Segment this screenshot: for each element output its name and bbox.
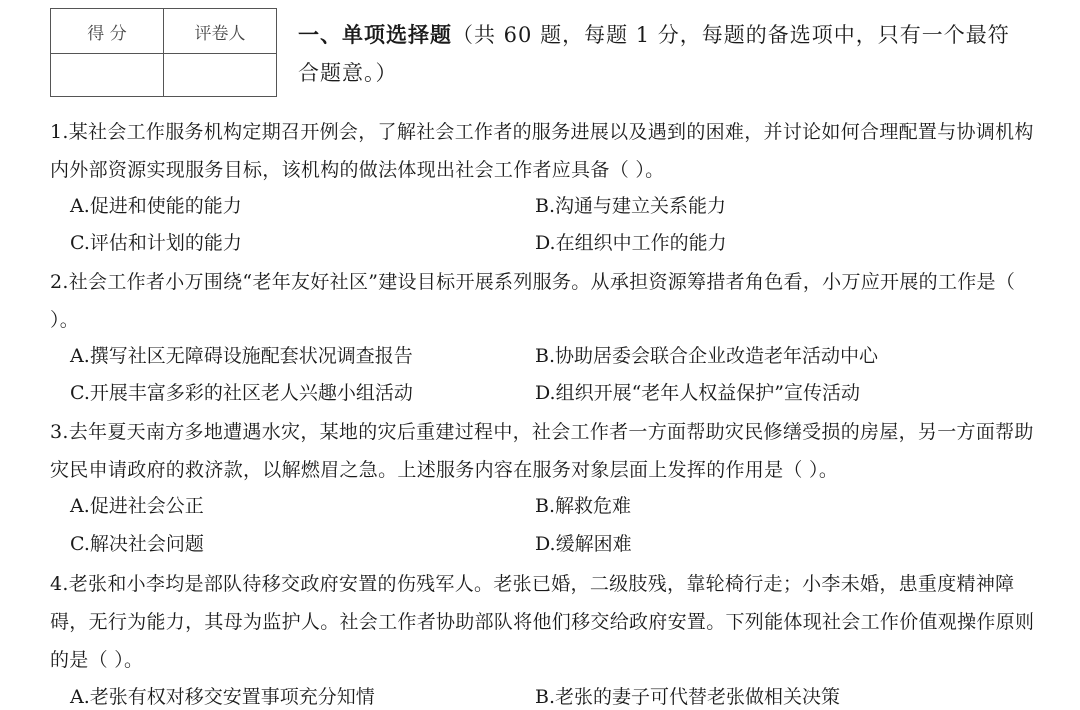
question-2-option-d[interactable]: D.组织开展“老年人权益保护”宣传活动 [535,382,861,404]
grader-cell [164,54,277,97]
grader-header: 评卷人 [164,9,277,54]
question-4-option-b[interactable]: B.老张的妻子可代替老张做相关决策 [535,686,841,708]
question-3-option-a[interactable]: A.促进社会公正 [70,495,204,517]
section-title-lead: 一、单项选择题 [298,23,452,47]
section-title [298,16,1018,92]
question-3-option-c[interactable]: C.解决社会问题 [70,533,204,555]
question-1-option-d[interactable]: D.在组织中工作的能力 [535,232,727,254]
question-1-stem: 1.某社会工作服务机构定期召开例会，了解社会工作者的服务进展以及遇到的困难，并讨论如何合理配置与协调机构内外部资源实现服务目标，该机构的做法体现出社会工作者应具备（ ）。 [50,121,1034,181]
question-1-option-c[interactable]: C.评估和计划的能力 [70,232,242,254]
question-2-option-c[interactable]: C.开展丰富多彩的社区老人兴趣小组活动 [70,382,413,404]
section-title-rest: （共 60 题，每题 1 分，每题的备选项中，只有一个最符合题意。） [298,23,1010,85]
question-4-stem: 4.老张和小李均是部队待移交政府安置的伤残军人。老张已婚，二级肢残，靠轮椅行走；小李未婚，患重度精神障碍，无行为能力，其母为监护人。社会工作者协助部队将他们移交给政府安置。下列能体现社会工作价值观操作原则的是（ ）。 [50,573,1035,671]
score-box [50,8,277,97]
question-2-stem: 2.社会工作者小万围绕“老年友好社区”建设目标开展系列服务。从承担资源筹措者角色看，小万应开展的工作是（ ）。 [50,271,1016,331]
score-header: 得 分 [51,9,164,54]
question-1-option-b[interactable]: B.沟通与建立关系能力 [535,195,727,217]
question-3-stem: 3.去年夏天南方多地遭遇水灾，某地的灾后重建过程中，社会工作者一方面帮助灾民修缮受损的房屋，另一方面帮助灾民申请政府的救济款，以解燃眉之急。上述服务内容在服务对象层面上发挥的作用是（ ）。 [50,421,1034,481]
score-cell [51,54,164,97]
question-2-option-a[interactable]: A.撰写社区无障碍设施配套状况调查报告 [70,345,413,367]
question-1-option-a[interactable]: A.促进和使能的能力 [70,195,242,217]
question-3-option-d[interactable]: D.缓解困难 [535,533,632,555]
question-2-option-b[interactable]: B.协助居委会联合企业改造老年活动中心 [535,345,879,367]
question-3-option-b[interactable]: B.解救危难 [535,495,632,517]
question-4-option-a[interactable]: A.老张有权对移交安置事项充分知情 [70,686,375,708]
